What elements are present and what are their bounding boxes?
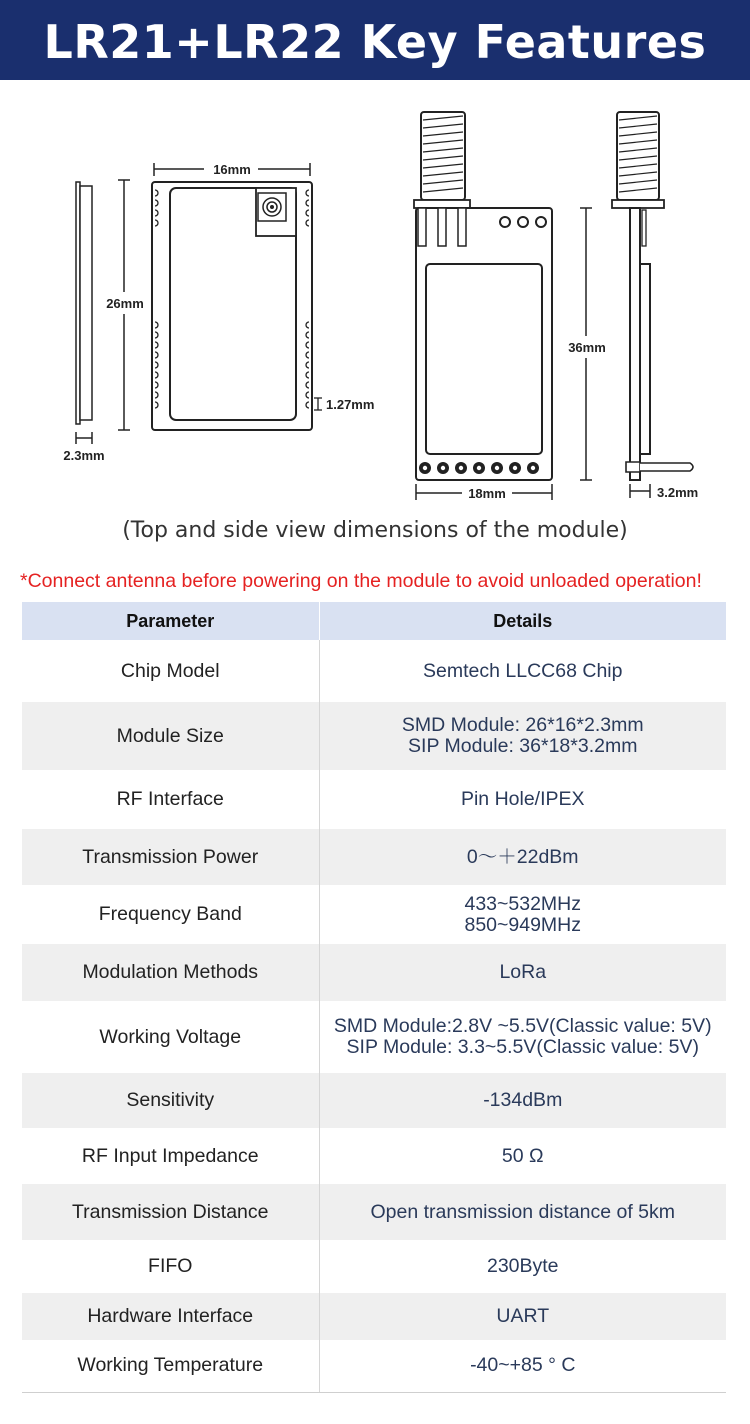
title-banner: [0, 0, 750, 80]
details-cell: [319, 829, 726, 885]
param-cell: Modulation Methods: [22, 944, 319, 1001]
drawing-caption: (Top and side view dimensions of the module): [122, 518, 628, 543]
details-cell: [319, 944, 726, 1001]
smd-pitch-label: 1.27mm: [326, 397, 375, 412]
details-cell: [319, 1128, 726, 1184]
table-row: [22, 702, 726, 770]
param-cell: Transmission Distance: [22, 1184, 319, 1240]
details-cell: [319, 640, 726, 702]
sip-front-view: [414, 112, 552, 501]
details-line: UART: [496, 1305, 550, 1327]
details-line: SMD Module: 26*16*2.3mm: [401, 714, 644, 736]
details-line: 230Byte: [486, 1255, 559, 1277]
details-line: SMD Module:2.8V ~5.5V(Classic value: 5V): [333, 1015, 712, 1037]
details-cell: [319, 1340, 726, 1392]
details-line: SIP Module: 36*18*3.2mm: [408, 735, 638, 757]
param-cell: RF Interface: [22, 770, 319, 829]
smd-thickness-label: 2.3mm: [63, 448, 105, 463]
param-cell: Module Size: [22, 702, 319, 770]
sip-height-dimension: [568, 208, 606, 480]
table-row: [22, 770, 726, 829]
table-row: [22, 1073, 726, 1128]
param-cell: Sensitivity: [22, 1073, 319, 1128]
sip-thickness-label: 3.2mm: [657, 485, 699, 500]
page-title: LR21+LR22 Key Features: [43, 15, 707, 69]
table-row: [22, 1293, 726, 1340]
param-cell: Transmission Power: [22, 829, 319, 885]
sip-width-label: 18mm: [468, 486, 506, 501]
smd-side-view: [63, 182, 104, 463]
details-cell: [319, 1184, 726, 1240]
spec-table: [22, 602, 726, 1393]
table-row: [22, 829, 726, 885]
table-header-row: [22, 602, 726, 640]
details-cell: [319, 1240, 726, 1293]
param-cell: Hardware Interface: [22, 1293, 319, 1340]
table-row: [22, 1240, 726, 1293]
details-line: 433~532MHz: [464, 892, 582, 915]
details-cell: [319, 1073, 726, 1128]
param-cell: Chip Model: [22, 640, 319, 702]
smd-width-label: 16mm: [213, 162, 251, 177]
details-line: Semtech LLCC68 Chip: [423, 659, 623, 682]
param-cell: Frequency Band: [22, 885, 319, 944]
details-cell: [319, 1001, 726, 1073]
param-cell: FIFO: [22, 1240, 319, 1293]
details-cell: [319, 770, 726, 829]
table-row: [22, 1184, 726, 1240]
table-row: [22, 640, 726, 702]
smd-top-view: [152, 162, 374, 430]
table-row: [22, 885, 726, 944]
sip-height-label: 36mm: [568, 340, 606, 355]
table-row: [22, 1001, 726, 1073]
details-line: SIP Module: 3.3~5.5V(Classic value: 5V): [346, 1036, 699, 1058]
smd-height-dimension: [106, 180, 144, 430]
module-dimension-drawing: [0, 80, 750, 510]
table-row: [22, 944, 726, 1001]
table-row: [22, 1128, 726, 1184]
details-line: -134dBm: [483, 1089, 563, 1111]
details-line: LoRa: [499, 961, 547, 983]
details-line: 50 Ω: [501, 1144, 544, 1167]
details-line: -40~+85 ° C: [470, 1354, 576, 1377]
antenna-warning: *Connect antenna before powering on the module to avoid unloaded operation!: [20, 570, 702, 592]
table-row: [22, 1340, 726, 1392]
sip-side-view: [612, 112, 698, 500]
details-cell: [319, 1293, 726, 1340]
details-line: Open transmission distance of 5km: [370, 1200, 676, 1223]
header-parameter: Parameter: [22, 602, 319, 640]
details-line: Pin Hole/IPEX: [460, 788, 585, 810]
details-cell: [319, 885, 726, 944]
details-cell: [319, 702, 726, 770]
details-line: 850~949MHz: [464, 913, 582, 936]
param-cell: Working Voltage: [22, 1001, 319, 1073]
param-cell: Working Temperature: [22, 1340, 319, 1392]
smd-height-label: 26mm: [106, 296, 144, 311]
details-line: 0～＋22dBm: [466, 845, 579, 868]
param-cell: RF Input Impedance: [22, 1128, 319, 1184]
header-details: Details: [319, 602, 726, 640]
